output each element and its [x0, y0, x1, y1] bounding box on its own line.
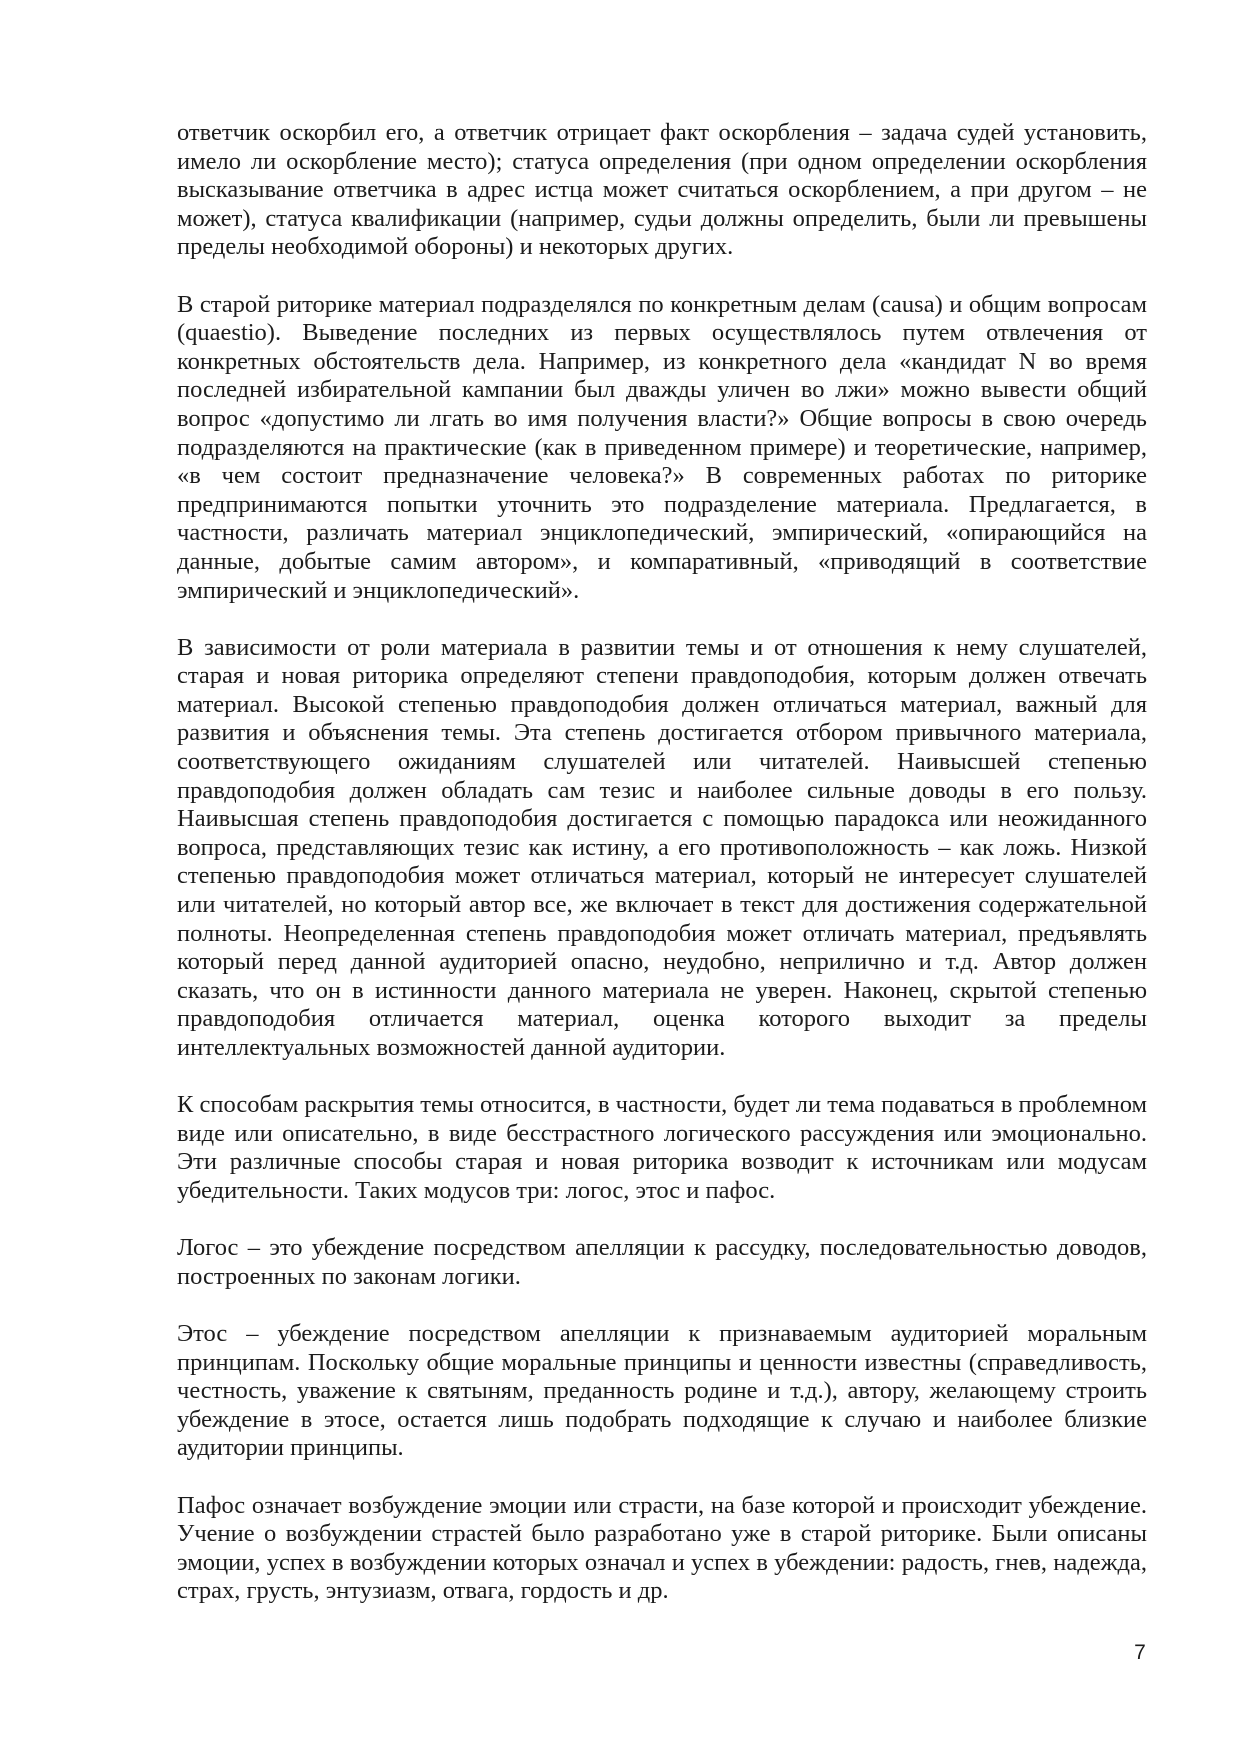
paragraph-logos: Логос – это убеждение посредством апелляции к рассудку, последовательностью доводов, построенных по законам логики.: [177, 1234, 1147, 1290]
paragraph-disclosure-methods: К способам раскрытия темы относится, в частности, будет ли тема подаваться в проблемном виде или описательно, в виде бесстрастного логического рассуждения или эмоционально. Эти различные способы старая и новая риторика возводит к источникам или модусам убедительности. Таких модусов три: логос, этос и пафос.: [177, 1091, 1147, 1204]
paragraph-ethos: Этос – убеждение посредством апелляции к признаваемым аудиторией моральным принципам. Поскольку общие моральные принципы и ценности известны (справедливость, честность, уважение к святыням, преданность родине и т.д.), автору, желающему строить убеждение в этосе, остается лишь подобрать подходящие к случаю и наиболее близкие аудитории принципы.: [177, 1319, 1147, 1462]
document-body: [177, 119, 1147, 1634]
paragraph-status-types: ответчик оскорбил его, а ответчик отрицает факт оскорбления – задача судей установить, имело ли оскорбление место); статуса определения (при одном определении оскорбления высказывание ответчика в адрес истца может считаться оскорблением, а при другом – не может), статуса квалификации (например, судьи должны определить, были ли превышены пределы необходимой обороны) и некоторых других.: [177, 119, 1147, 261]
paragraph-plausibility-degrees: В зависимости от роли материала в развитии темы и от отношения к нему слушателей, старая и новая риторика определяют степени правдоподобия, которым должен отвечать материал. Высокой степенью правдоподобия должен отличаться материал, важный для развития и объяснения темы. Эта степень достигается отбором привычного материала, соответствующего ожиданиям слушателей или читателей. Наивысшей степенью правдоподобия должен обладать сам тезис и наиболее сильные доводы в его пользу. Наивысшая степень правдоподобия достигается с помощью парадокса или неожиданного вопроса, представляющих тезис как истину, а его противоположность – как ложь. Низкой степенью правдоподобия может отличаться материал, который не интересует слушателей или читателей, но который автор все, же включает в текст для достижения содержательной полноты. Неопределенная степень правдоподобия может отличать материал, предъявлять который перед данной аудиторией опасно, неудобно, неприлично и т.д. Автор должен сказать, что он в истинности данного материала не уверен. Наконец, скрытой степенью правдоподобия отличается материал, оценка которого выходит за пределы интеллектуальных возможностей данной аудитории.: [177, 633, 1147, 1061]
page-number: 7: [1134, 1641, 1146, 1664]
paragraph-pathos: Пафос означает возбуждение эмоции или страсти, на базе которой и происходит убеждение. Учение о возбуждении страстей было разработано уже в старой риторике. Были описаны эмоции, успех в возбуждении которых означал и успех в убеждении: радость, гнев, надежда, страх, грусть, энтузиазм, отвага, гордость и др.: [177, 1491, 1147, 1605]
paragraph-causa-quaestio: В старой риторике материал подразделялся по конкретным делам (causa) и общим вопросам (quaestio). Выведение последних из первых осуществлялось путем отвлечения от конкретных обстоятельств дела. Например, из конкретного дела «кандидат N во время последней избирательной кампании был дважды уличен во лжи» можно вывести общий вопрос «допустимо ли лгать во имя получения власти?» Общие вопросы в свою очередь подразделяются на практические (как в приведенном примере) и теоретические, например, «в чем состоит предназначение человека?» В современных работах по риторике предпринимаются попытки уточнить это подразделение материала. Предлагается, в частности, различать материал энциклопедический, эмпирический, «опирающийся на данные, добытые самим автором», и компаративный, «приводящий в соответствие эмпирический и энциклопедический».: [177, 290, 1147, 604]
